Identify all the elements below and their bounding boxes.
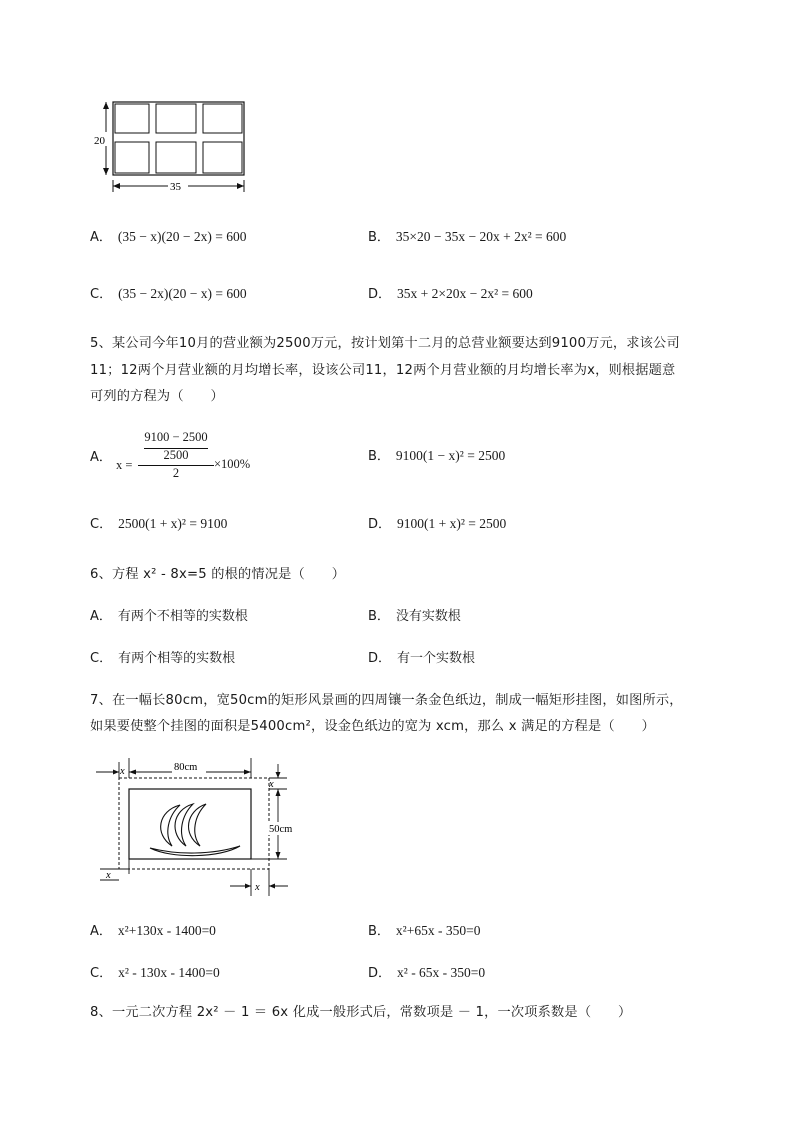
figure1-height-label: 20 <box>94 135 105 147</box>
option-label: B． <box>368 924 390 939</box>
q7-stem-line-1: 7、在一幅长80cm，宽50cm的矩形风景画的四周镶一条金色纸边，制成一幅矩形挂图，如图所示， <box>90 693 683 708</box>
q6-option-b[interactable] <box>368 607 461 627</box>
q5-option-b[interactable] <box>368 446 505 467</box>
figure2-x-label: x <box>106 870 111 881</box>
q5-stem-line-3: 可列的方程为（ ） <box>90 389 224 404</box>
figure-framed-painting <box>92 756 307 898</box>
option-text: 有两个相等的实数根 <box>118 651 236 666</box>
q6-option-a[interactable] <box>90 607 248 627</box>
option-label: A． <box>90 924 112 939</box>
option-label: C． <box>90 517 113 532</box>
option-label: A． <box>90 450 112 465</box>
option-label: A． <box>90 230 112 245</box>
q7-option-b[interactable] <box>368 921 480 942</box>
option-label: D． <box>368 517 392 532</box>
option-expression: 35×20 − 35x − 20x + 2x² = 600 <box>395 229 567 244</box>
q4-option-d[interactable] <box>368 284 533 305</box>
option-text: 有一个实数根 <box>397 651 476 666</box>
option-expression: 35x + 2×20x − 2x² = 600 <box>397 286 533 301</box>
figure2-right-label: 50cm <box>269 824 293 835</box>
q5-stem-line-2: 11；12两个月营业额的月均增长率，设该公司11，12两个月营业额的月均增长率为x，则根据题意 <box>90 363 676 378</box>
figure2-x-label: x <box>255 882 260 893</box>
option-label: A． <box>90 609 112 624</box>
option-label: B． <box>368 449 390 464</box>
fraction-tail: ×100% <box>214 457 251 471</box>
option-expression: 9100(1 − x)² = 2500 <box>395 448 506 463</box>
q7-stem-line-2: 如果要使整个挂图的面积是5400cm²，设金色纸边的宽为 xcm，那么 x 满足的方程是（ ） <box>90 719 655 734</box>
option-text: 没有实数根 <box>395 609 461 624</box>
option-text: 有两个不相等的实数根 <box>117 609 248 624</box>
q5-option-a[interactable] <box>90 428 270 484</box>
option-label: D． <box>368 966 392 981</box>
fraction-numerator: 9100 − 2500 <box>144 430 208 444</box>
option-expression: x² - 65x - 350=0 <box>397 965 486 980</box>
q6-option-c[interactable] <box>90 649 235 669</box>
fraction-denominator: 2 <box>172 466 180 480</box>
option-label: C． <box>90 287 113 302</box>
q8-stem: 8、一元二次方程 2x² － 1 ＝ 6x 化成一般形式后，常数项是 － 1，一次项系数是（ ） <box>90 1005 632 1020</box>
option-label: B． <box>368 609 390 624</box>
q6-option-d[interactable] <box>368 649 475 669</box>
q4-option-c[interactable] <box>90 284 247 305</box>
q5-stem-line-1: 5、某公司今年10月的营业额为2500万元，按计划第十二月的总营业额要达到9100万元，求该公司 <box>90 336 680 351</box>
q5-option-d[interactable] <box>368 514 506 535</box>
fraction-lhs: x = <box>116 458 133 472</box>
q6-stem: 6、方程 x² - 8x=5 的根的情况是（ ） <box>90 567 346 582</box>
figure2-x-label: x <box>120 766 125 777</box>
option-label: B． <box>368 230 390 245</box>
figure1-width-label: 35 <box>170 181 181 193</box>
fraction-inner-denominator: 2500 <box>163 448 189 462</box>
option-expression: x²+65x - 350=0 <box>395 923 481 938</box>
figure-rectangle-grid <box>90 96 260 196</box>
figure2-x-label: x <box>269 779 274 790</box>
q4-option-b[interactable] <box>368 227 566 248</box>
option-label: D． <box>368 287 392 302</box>
q7-option-c[interactable] <box>90 963 220 984</box>
q7-option-d[interactable] <box>368 963 485 984</box>
option-expression: (35 − 2x)(20 − x) = 600 <box>118 286 247 301</box>
option-expression: (35 − x)(20 − 2x) = 600 <box>117 229 247 244</box>
option-expression: x² - 130x - 1400=0 <box>118 965 220 980</box>
option-label: C． <box>90 651 113 666</box>
option-expression: 9100(1 + x)² = 2500 <box>397 516 507 531</box>
q4-option-a[interactable] <box>90 227 246 248</box>
option-label: C． <box>90 966 113 981</box>
q7-option-a[interactable] <box>90 921 216 942</box>
option-expression: 2500(1 + x)² = 9100 <box>118 516 228 531</box>
q5-option-c[interactable] <box>90 514 227 535</box>
figure2-top-label: 80cm <box>174 762 198 773</box>
option-expression: x²+130x - 1400=0 <box>117 923 216 938</box>
option-label: D． <box>368 651 392 666</box>
